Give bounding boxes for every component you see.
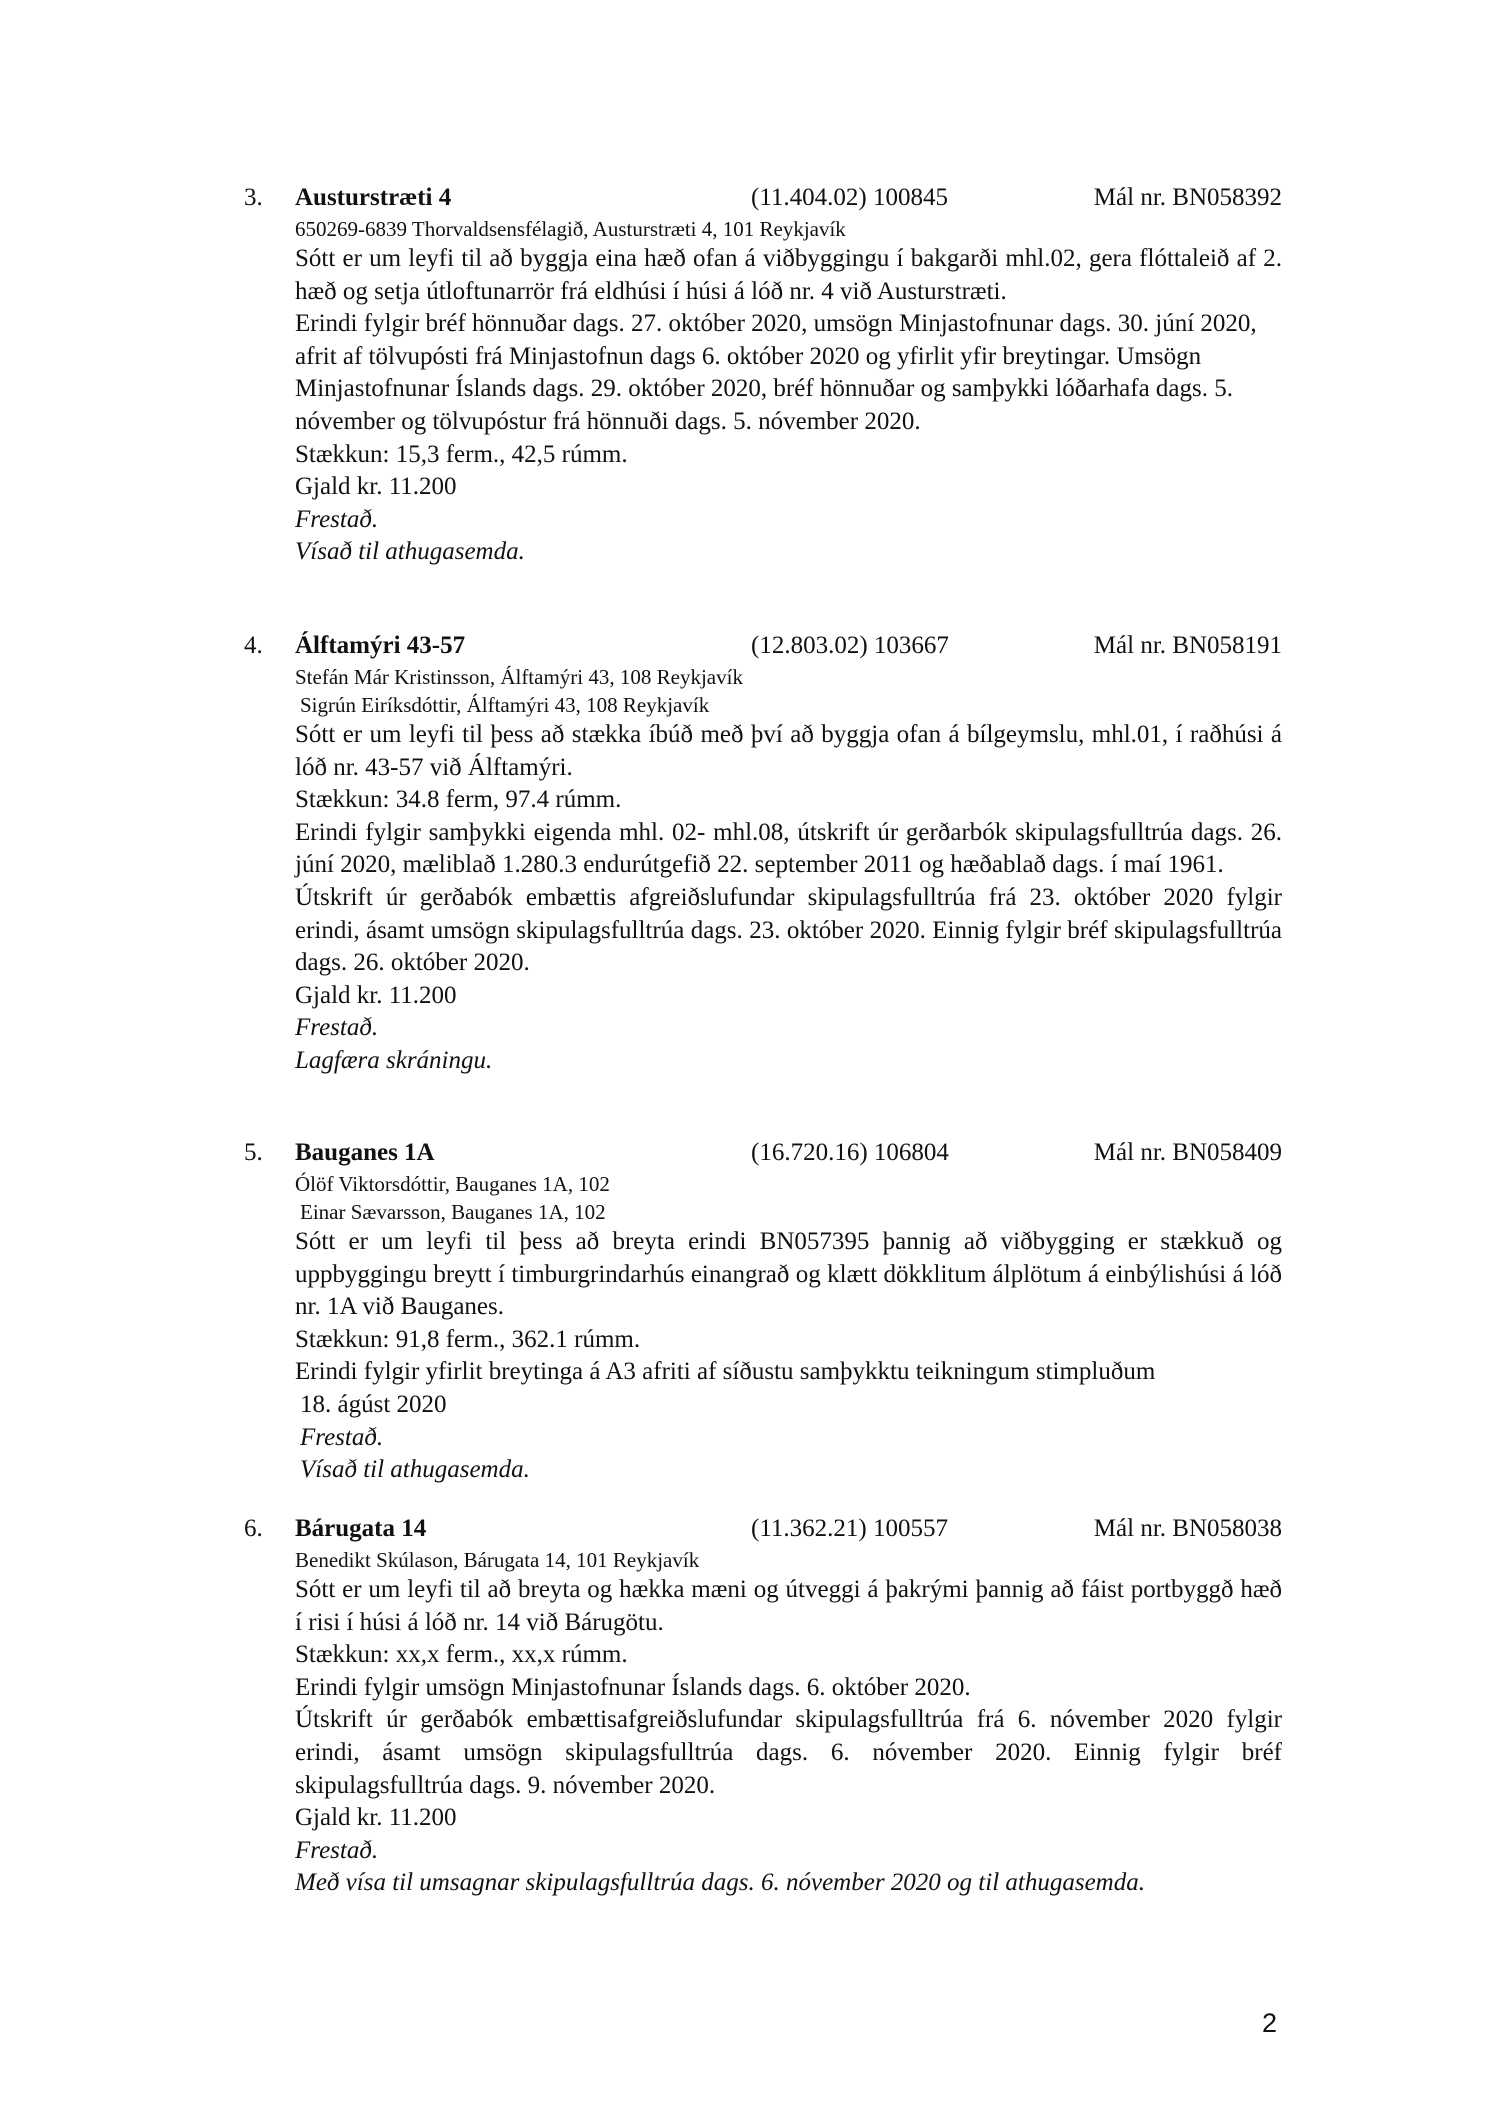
page-number: 2 <box>1262 2008 1278 2038</box>
entry-enlargement: Stækkun: 91,8 ferm., 362.1 rúmm. <box>295 1325 641 1353</box>
entry-status: Frestað. <box>295 1014 379 1042</box>
entry-body <box>295 663 1282 1078</box>
entry-number: 4. <box>244 632 263 659</box>
entry-body <box>295 1546 1282 1900</box>
entry-enlargement: Stækkun: 34.8 ferm, 97.4 rúmm. <box>295 786 622 814</box>
entry-documents: Erindi fylgir umsögn Minjastofnunar Íslands dags. 6. október 2020. <box>295 1673 971 1701</box>
entry-address: Bauganes 1A <box>295 1139 435 1166</box>
entry-address: Bárugata 14 <box>295 1515 427 1542</box>
entry-note: Vísað til athugasemda. <box>295 538 525 566</box>
entry-header <box>244 1136 1282 1170</box>
entry-address: Álftamýri 43-57 <box>295 632 466 659</box>
entry-enlargement: Stækkun: xx,x ferm., xx,x rúmm. <box>295 1641 628 1669</box>
entry-header <box>244 181 1282 215</box>
case-entry-4 <box>244 629 1282 1078</box>
entry-note: Lagfæra skráningu. <box>295 1046 493 1074</box>
entry-body <box>295 215 1282 569</box>
entry-note: Vísað til athugasemda. <box>300 1456 530 1484</box>
entry-documents: Erindi fylgir bréf hönnuðar dags. 27. október 2020, umsögn Minjastofnunar dags. 30. júní 2020, afrit af tölvupósti frá Minjastofnun dags 6. október 2020 og yfirlit yfir breytingar. Umsögn Minjastofnunar Íslands dags. 29. október 2020, bréf hönnuðar og samþykki lóðarhafa dags. 5. nóvember og tölvupóstur frá hönnuði dags. 5. nóvember 2020. <box>295 310 1257 435</box>
entry-enlargement: Stækkun: 15,3 ferm., 42,5 rúmm. <box>295 440 628 468</box>
entry-note: Með vísa til umsagnar skipulagsfulltrúa dags. 6. nóvember 2020 og til athugasemda. <box>295 1869 1145 1897</box>
entry-number: 5. <box>244 1139 263 1166</box>
entry-fee: Gjald kr. 11.200 <box>295 981 457 1009</box>
case-entry-5 <box>244 1136 1282 1487</box>
entry-extract: Útskrift úr gerðabók embættis afgreiðslufundar skipulagsfulltrúa frá 23. október 2020 fylgir erindi, ásamt umsögn skipulagsfulltrúa dags. 23. október 2020. Einnig fylgir bréf skipulagsfulltrúa dags. 26. október 2020. <box>295 883 1282 977</box>
case-entry-6 <box>244 1512 1282 1900</box>
entry-description: Sótt er um leyfi til þess að stækka íbúð með því að byggja ofan á bílgeymslu, mhl.01, í raðhúsi á lóð nr. 43-57 við Álftamýri. <box>295 721 1282 781</box>
applicant: Einar Sævarsson, Bauganes 1A, 102 <box>300 1200 606 1224</box>
entry-lot-ref: (11.404.02) 100845 <box>751 184 948 211</box>
entry-lot-ref: (16.720.16) 106804 <box>751 1139 949 1166</box>
entry-documents: Erindi fylgir yfirlit breytinga á A3 afriti af síðustu samþykktu teikningum stimpluðum <box>295 1358 1156 1386</box>
entry-extract: Útskrift úr gerðabók embættisafgreiðslufundar skipulagsfulltrúa frá 6. nóvember 2020 fylgir erindi, ásamt umsögn skipulagsfulltrúa dags. 6. nóvember 2020. Einnig fylgir bréf skipulagsfulltrúa dags. 9. nóvember 2020. <box>295 1706 1282 1799</box>
entry-description: Sótt er um leyfi til þess að breyta erindi BN057395 þannig að viðbygging er stækkuð og uppbyggingu breytt í timburgrindarhús einangrað og klætt dökklitum álplötum á einbýlishúsi á lóð nr. 1A við Bauganes. <box>295 1228 1282 1321</box>
applicant: Benedikt Skúlason, Bárugata 14, 101 Reykjavík <box>295 1548 700 1572</box>
entry-fee: Gjald kr. 11.200 <box>295 473 457 501</box>
entry-header <box>244 629 1282 663</box>
applicant: Sigrún Eiríksdóttir, Álftamýri 43, 108 Reykjavík <box>300 693 710 717</box>
entry-documents-date: 18. ágúst 2020 <box>300 1390 447 1418</box>
entry-address: Austurstræti 4 <box>295 184 452 211</box>
entry-lot-ref: (11.362.21) 100557 <box>751 1515 948 1542</box>
entry-description: Sótt er um leyfi til að breyta og hækka mæni og útveggi á þakrými þannig að fáist portbyggð hæð í risi í húsi á lóð nr. 14 við Bárugötu. <box>295 1576 1282 1636</box>
applicant: Ólöf Viktorsdóttir, Bauganes 1A, 102 <box>295 1172 610 1196</box>
entry-status: Frestað. <box>300 1423 384 1451</box>
entry-status: Frestað. <box>295 505 379 533</box>
entry-number: 6. <box>244 1515 263 1542</box>
entry-case-number: Mál nr. BN058392 <box>1093 184 1282 211</box>
entry-fee: Gjald kr. 11.200 <box>295 1804 457 1832</box>
entry-number: 3. <box>244 184 263 211</box>
applicant: Stefán Már Kristinsson, Álftamýri 43, 108 Reykjavík <box>295 665 743 689</box>
applicant: 650269-6839 Thorvaldsensfélagið, Austurstræti 4, 101 Reykjavík <box>295 217 846 241</box>
entry-status: Frestað. <box>295 1836 379 1864</box>
entry-header <box>244 1512 1282 1546</box>
entry-body <box>295 1170 1282 1487</box>
case-entry-3 <box>244 181 1282 569</box>
entry-lot-ref: (12.803.02) 103667 <box>751 632 949 659</box>
entry-case-number: Mál nr. BN058409 <box>1093 1139 1282 1166</box>
entry-documents: Erindi fylgir samþykki eigenda mhl. 02- mhl.08, útskrift úr gerðarbók skipulagsfulltrúa dags. 26. júní 2020, mæliblað 1.280.3 endurútgefið 22. september 2011 og hæðablað dags. í maí 1961. <box>295 818 1282 879</box>
entry-case-number: Mál nr. BN058191 <box>1093 632 1282 659</box>
entry-description: Sótt er um leyfi til að byggja eina hæð ofan á viðbyggingu í bakgarði mhl.02, gera flóttaleið af 2. hæð og setja útloftunarrör frá eldhúsi í húsi á lóð nr. 4 við Austurstræti. <box>295 245 1282 305</box>
entry-case-number: Mál nr. BN058038 <box>1093 1515 1282 1542</box>
